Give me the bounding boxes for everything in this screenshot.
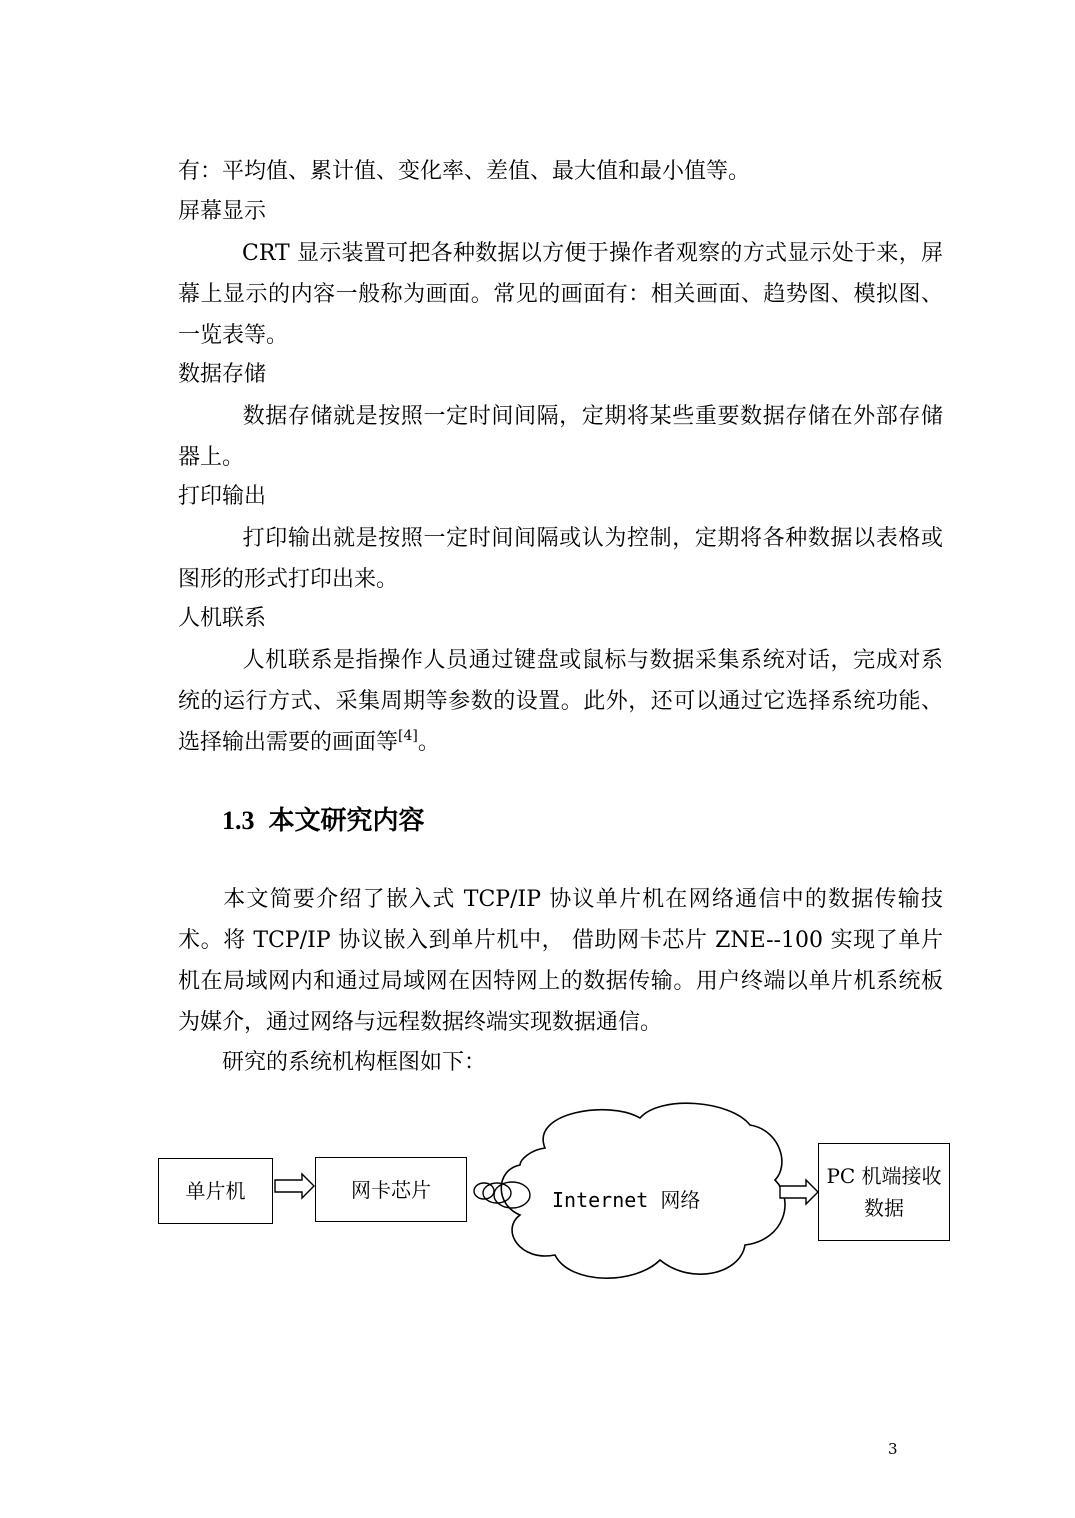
subheading-human-machine: 人机联系 <box>178 606 267 631</box>
paragraph-data-storage-text: 数据存储就是按照一定时间间隔，定期将某些重要数据存储在外部存储器上。 <box>178 404 943 470</box>
pc-label-line2: 数据 <box>864 1196 904 1220</box>
pc-label-line1: PC 机端接收 <box>826 1164 942 1188</box>
section-number: 1.3 <box>222 806 255 835</box>
pc-block <box>818 1143 950 1241</box>
subheading-data-storage: 数据存储 <box>178 362 267 387</box>
nic-label: 网卡芯片 <box>351 1177 431 1202</box>
page-number: 3 <box>888 1440 898 1458</box>
internet-label: Internet 网络 <box>552 1188 701 1212</box>
paragraph-human-machine-end: 。 <box>417 730 440 755</box>
subheading-print-output: 打印输出 <box>178 484 267 509</box>
mcu-block <box>158 1158 273 1224</box>
citation-ref: [4] <box>398 728 418 744</box>
mcu-label: 单片机 <box>185 1179 246 1203</box>
paragraph-human-machine-text: 人机联系是指操作人员通过键盘或鼠标与数据采集系统对话，完成对系统的运行方式、采集周期等参数的设置。此外，还可以通过它选择系统功能、选择输出需要的画面等 <box>178 648 943 755</box>
figure-intro: 研究的系统机构框图如下： <box>222 1050 487 1075</box>
paragraph-intro-text: 本文简要介绍了嵌入式 TCP/IP 协议单片机在网络通信中的数据传输技术。将 TCP/IP 协议嵌入到单片机中， 借助网卡芯片 ZNE--100 实现了单片机在局域网内和通过局域网在因特网上的数据传输。用户终端以单片机系统板为媒介，通过网络与远程数据终端实现数据通信。 <box>178 887 943 1035</box>
nic-block <box>315 1157 467 1222</box>
paragraph-print-output-text: 打印输出就是按照一定时间间隔或认为控制，定期将各种数据以表格或图形的形式打印出来。 <box>178 526 943 592</box>
arrow-internet-to-pc <box>780 1180 818 1204</box>
arrow-mcu-to-nic <box>275 1174 314 1198</box>
subheading-screen-display: 屏幕显示 <box>178 199 267 224</box>
text-line-stats: 有：平均值、累计值、变化率、差值、最大值和最小值等。 <box>178 159 751 184</box>
section-title: 本文研究内容 <box>268 806 425 835</box>
paragraph-screen-display-text: CRT 显示装置可把各种数据以方便于操作者观察的方式显示处于来，屏幕上显示的内容一般称为画面。常见的画面有：相关画面、趋势图、模拟图、一览表等。 <box>178 241 943 348</box>
